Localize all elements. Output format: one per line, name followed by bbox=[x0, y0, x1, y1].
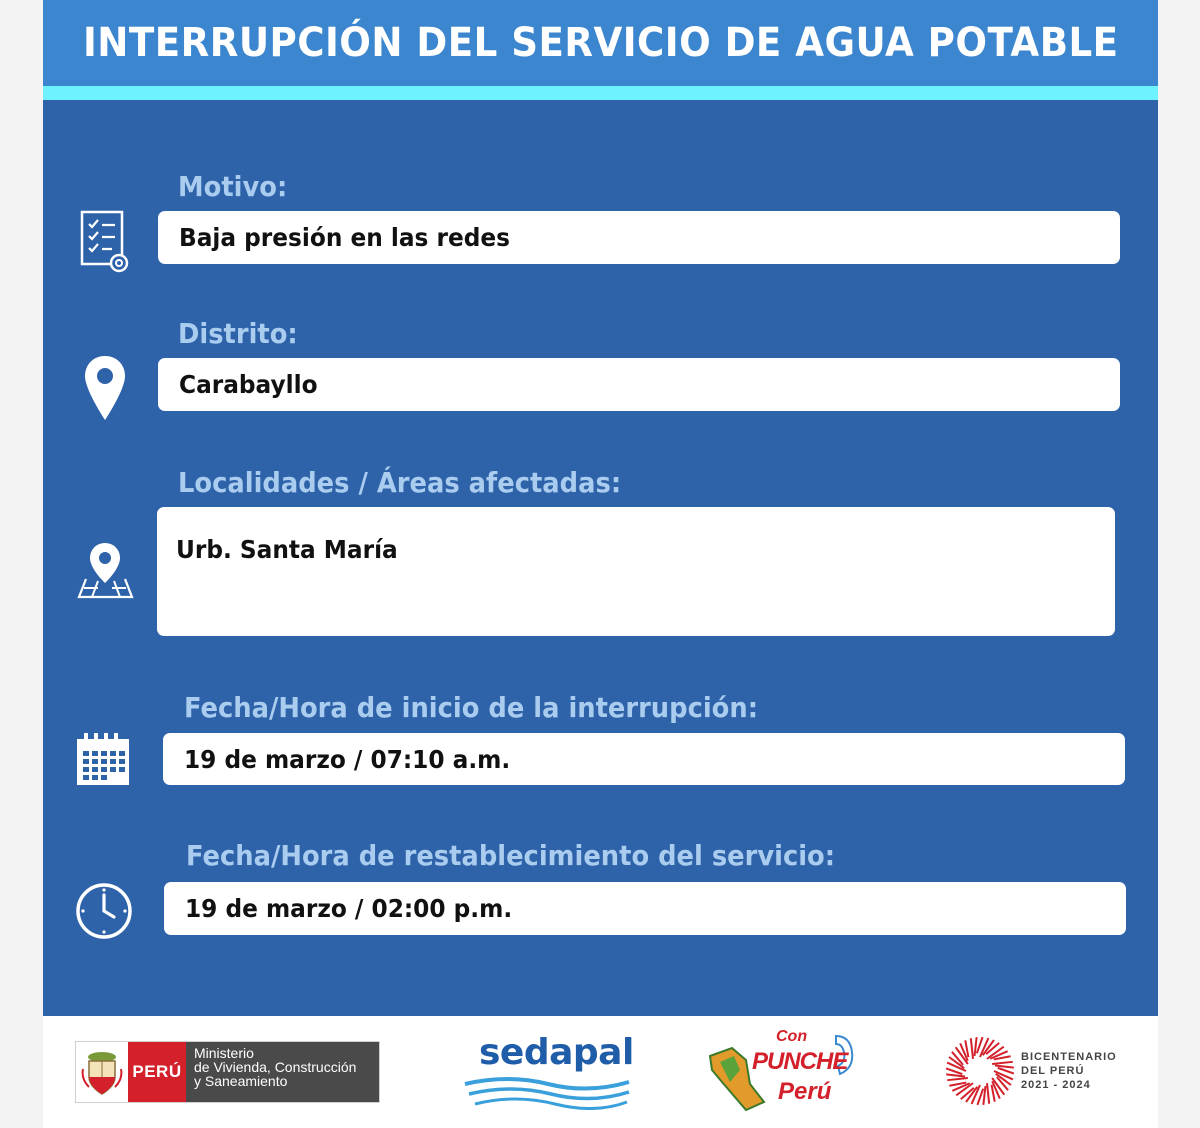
clock-icon bbox=[74, 881, 134, 941]
inicio-label: Fecha/Hora de inicio de la interrupción: bbox=[184, 691, 759, 724]
ministry-name bbox=[186, 1042, 379, 1102]
government-logo bbox=[75, 1041, 380, 1103]
bicentenario-text bbox=[1021, 1050, 1117, 1092]
ministry-line-1: Ministerio bbox=[194, 1045, 254, 1061]
distrito-label: Distrito: bbox=[178, 317, 298, 350]
coat-of-arms-icon bbox=[76, 1042, 128, 1102]
calendar-icon bbox=[75, 733, 133, 787]
punche-line-1: Con bbox=[776, 1028, 808, 1045]
motivo-value: Baja presión en las redes bbox=[179, 223, 510, 252]
accent-bar bbox=[43, 86, 1158, 100]
distrito-value: Carabayllo bbox=[179, 370, 318, 399]
location-pin-icon bbox=[83, 354, 127, 422]
bicentenario-line-1: BICENTENARIO bbox=[1021, 1051, 1117, 1063]
footer-logos bbox=[43, 1016, 1158, 1128]
punche-line-2: PUNCHE bbox=[752, 1048, 848, 1075]
inicio-value: 19 de marzo / 07:10 a.m. bbox=[184, 744, 511, 774]
checklist-gear-icon bbox=[79, 207, 135, 277]
bicentenario-line-2: DEL PERÚ bbox=[1021, 1065, 1085, 1077]
punche-line-3: Perú bbox=[778, 1078, 832, 1105]
ministry-line-3: y Saneamiento bbox=[194, 1073, 288, 1089]
localidades-field bbox=[157, 507, 1115, 636]
ministry-line-2: de Vivienda, Construcción bbox=[194, 1059, 357, 1075]
restablecimiento-field bbox=[164, 882, 1126, 935]
bicentenario-sunburst-icon bbox=[943, 1034, 1017, 1108]
notice-card bbox=[43, 0, 1158, 1128]
bicentenario-line-3: 2021 - 2024 bbox=[1021, 1079, 1091, 1091]
localidades-value: Urb. Santa María bbox=[176, 535, 398, 564]
distrito-field bbox=[158, 358, 1120, 411]
localidades-label: Localidades / Áreas afectadas: bbox=[178, 466, 622, 499]
bicentenario-logo bbox=[941, 1034, 1131, 1110]
restablecimiento-label: Fecha/Hora de restablecimiento del servicio: bbox=[186, 839, 836, 872]
motivo-label: Motivo: bbox=[178, 170, 288, 203]
restablecimiento-value: 19 de marzo / 02:00 p.m. bbox=[185, 894, 513, 923]
sedapal-logo bbox=[463, 1030, 633, 1110]
page-title: INTERRUPCIÓN DEL SERVICIO DE AGUA POTABLE bbox=[82, 20, 1119, 66]
map-pin-icon bbox=[76, 541, 136, 601]
motivo-field bbox=[158, 211, 1120, 264]
sedapal-wordmark: sedapal bbox=[479, 1032, 634, 1073]
inicio-field bbox=[163, 733, 1125, 785]
water-waves-icon bbox=[463, 1074, 633, 1110]
peru-label: PERÚ bbox=[128, 1042, 186, 1102]
con-punche-peru-logo bbox=[706, 1026, 866, 1122]
header-banner bbox=[43, 0, 1158, 86]
